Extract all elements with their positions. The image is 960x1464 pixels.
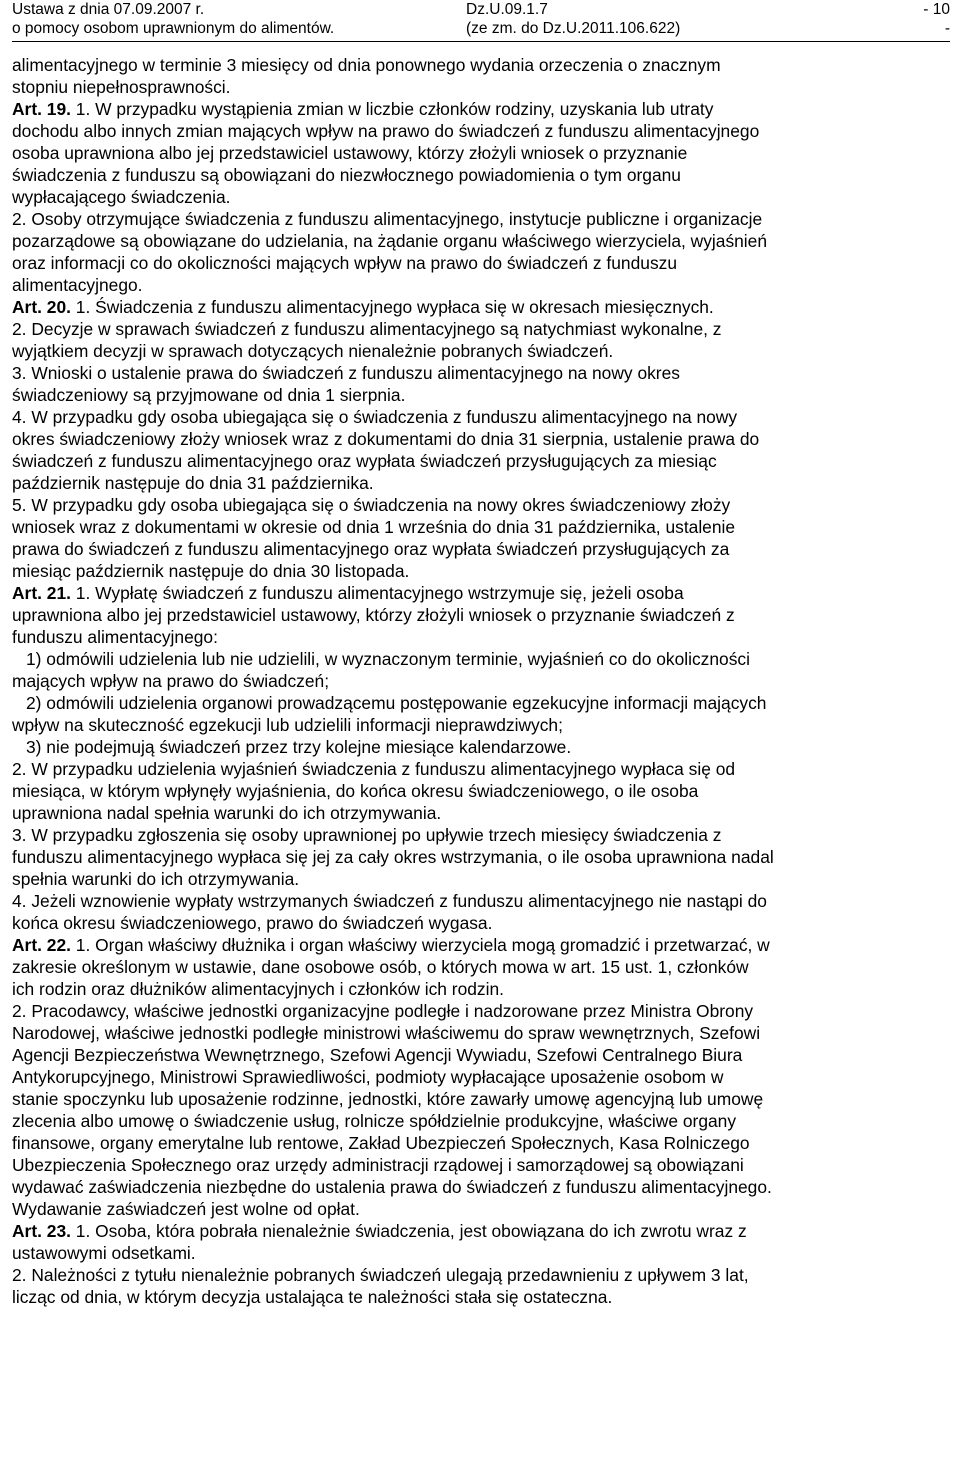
line-text: funduszu alimentacyjnego: — [12, 627, 218, 647]
line-text: Ubezpieczenia Społecznego oraz urzędy administracji rządowej i samorządowej są obowiązani — [12, 1155, 744, 1175]
text-line — [12, 670, 952, 692]
line-text: miesiąc październik następuje do dnia 30 listopada. — [12, 561, 410, 581]
line-text: Narodowej, właściwe jednostki podległe ministrowi właściwemu do spraw wewnętrznych, Szefowi — [12, 1023, 761, 1043]
text-line — [12, 780, 952, 802]
line-text: 2. Pracodawcy, właściwe jednostki organizacyjne podległe i nadzorowane przez Ministra Obrony — [12, 1001, 754, 1021]
text-line — [12, 560, 952, 582]
text-line — [12, 406, 952, 428]
text-line — [12, 54, 952, 76]
article-number: Art. 22. — [12, 935, 71, 955]
line-text: 1. Osoba, która pobrała nienależnie świadczenia, jest obowiązana do ich zwrotu wraz z — [70, 1221, 747, 1241]
text-line — [12, 1242, 952, 1264]
text-line — [12, 736, 952, 758]
line-text: alimentacyjnego w terminie 3 miesięcy od dnia ponownego wydania orzeczenia o znacznym — [12, 55, 721, 75]
line-text: ustawowymi odsetkami. — [12, 1243, 196, 1263]
text-line — [12, 868, 952, 890]
journal-reference: Dz.U.09.1.7 — [466, 1, 548, 18]
text-line — [12, 186, 952, 208]
text-line — [12, 1220, 952, 1242]
line-text: uprawniona nadal spełnia warunki do ich otrzymywania. — [12, 803, 442, 823]
line-text: ich rodzin oraz dłużników alimentacyjnych i członków ich rodzin. — [12, 979, 504, 999]
act-subtitle: o pomocy osobom uprawnionym do alimentów. — [12, 20, 335, 37]
line-text: mających wpływ na prawo do świadczeń; — [12, 671, 330, 691]
line-text: świadczeń z funduszu alimentacyjnego oraz wypłata świadczeń przysługujących za miesiąc — [12, 451, 717, 471]
text-line — [12, 516, 952, 538]
article-number: Art. 20. — [12, 297, 71, 317]
line-text: Agencji Bezpieczeństwa Wewnętrznego, Szefowi Agencji Wywiadu, Szefowi Centralnego Biura — [12, 1045, 743, 1065]
text-line — [12, 1286, 952, 1308]
line-text: 1. Wypłatę świadczeń z funduszu alimentacyjnego wstrzymuje się, jeżeli osoba — [70, 583, 684, 603]
line-text: 1) odmówili udzielenia lub nie udzielili, w wyznaczonym terminie, wyjaśnień co do okoliczności — [26, 649, 750, 669]
text-line — [12, 714, 952, 736]
page-header — [12, 0, 950, 42]
line-text: wypłacającego świadczenia. — [12, 187, 231, 207]
page-number: - 10 — [923, 1, 950, 18]
text-line — [12, 1176, 952, 1198]
line-text: pozarządowe są obowiązane do udzielania, na żądanie organu właściwego wierzyciela, wyjaśnień — [12, 231, 768, 251]
line-text: świadczenia z funduszu są obowiązani do niezwłocznego powiadomienia o tym organu — [12, 165, 681, 185]
text-line — [12, 362, 952, 384]
text-line — [12, 164, 952, 186]
text-line — [12, 604, 952, 626]
text-line — [12, 274, 952, 296]
text-line — [12, 758, 952, 780]
line-text: finansowe, organy emerytalne lub rentowe, Zakład Ubezpieczeń Społecznych, Kasa Rolniczego — [12, 1133, 750, 1153]
line-text: Wydawanie zaświadczeń jest wolne od opłat. — [12, 1199, 360, 1219]
line-text: 4. Jeżeli wznowienie wypłaty wstrzymanych świadczeń z funduszu alimentacyjnego nie nastąpi do — [12, 891, 767, 911]
line-text: funduszu alimentacyjnego wypłaca się jej za cały okres wstrzymania, o ile osoba uprawniona nadal — [12, 847, 774, 867]
text-line — [12, 76, 952, 98]
act-title: Ustawa z dnia 07.09.2007 r. — [12, 1, 205, 18]
line-text: wydawać zaświadczenia niezbędne do ustalenia prawa do świadczeń z funduszu alimentacyjnego. — [12, 1177, 772, 1197]
line-text: 3) nie podejmują świadczeń przez trzy kolejne miesiące kalendarzowe. — [26, 737, 572, 757]
line-text: wyjątkiem decyzji w sprawach dotyczących nienależnie pobranych świadczeń. — [12, 341, 614, 361]
text-line — [12, 1000, 952, 1022]
line-text: zlecenia albo umowę o świadczenie usług, rolnicze spółdzielnie produkcyjne, właściwe organy — [12, 1111, 737, 1131]
text-line — [12, 1088, 952, 1110]
line-text: 3. Wnioski o ustalenie prawa do świadczeń z funduszu alimentacyjnego na nowy okres — [12, 363, 680, 383]
line-text: 5. W przypadku gdy osoba ubiegająca się o świadczenia na nowy okres świadczeniowy złoży — [12, 495, 731, 515]
line-text: osoba uprawniona albo jej przedstawiciel ustawowy, którzy złożyli wniosek o przyznanie — [12, 143, 688, 163]
text-line — [12, 428, 952, 450]
text-line — [12, 978, 952, 1000]
text-line — [12, 1066, 952, 1088]
line-text: oraz informacji co do okoliczności mających wpływ na prawo do świadczeń z funduszu — [12, 253, 678, 273]
line-text: październik następuje do dnia 31 października. — [12, 473, 374, 493]
text-line — [12, 648, 952, 670]
text-line — [12, 230, 952, 252]
text-line — [12, 472, 952, 494]
text-line — [12, 626, 952, 648]
line-text: stanie spoczynku lub uposażenie rodzinne, jednostki, które zawarły umowę agencyjną lub umowę — [12, 1089, 764, 1109]
line-text: 1. Świadczenia z funduszu alimentacyjnego wypłaca się w okresach miesięcznych. — [70, 297, 714, 317]
text-line — [12, 340, 952, 362]
header-middle — [466, 0, 680, 38]
line-text: 4. W przypadku gdy osoba ubiegająca się o świadczenia z funduszu alimentacyjnego na nowy — [12, 407, 738, 427]
text-line — [12, 1022, 952, 1044]
line-text: prawa do świadczeń z funduszu alimentacyjnego oraz wypłata świadczeń przysługujących za — [12, 539, 730, 559]
text-line — [12, 318, 952, 340]
article-number: Art. 19. — [12, 99, 71, 119]
text-line — [12, 692, 952, 714]
line-text: 2. Osoby otrzymujące świadczenia z funduszu alimentacyjnego, instytucje publiczne i organizacje — [12, 209, 763, 229]
text-line — [12, 1110, 952, 1132]
text-line — [12, 956, 952, 978]
line-text: 2. Należności z tytułu nienależnie pobranych świadczeń ulegają przedawnieniu z upływem 3 lat, — [12, 1265, 749, 1285]
page-number-dash: - — [944, 20, 950, 37]
text-line — [12, 582, 952, 604]
line-text: 3. W przypadku zgłoszenia się osoby uprawnionej po upływie trzech miesięcy świadczenia z — [12, 825, 722, 845]
text-line — [12, 120, 952, 142]
line-text: Antykorupcyjnego, Ministrowi Sprawiedliwości, podmioty wypłacające uposażenie osobom w — [12, 1067, 724, 1087]
text-line — [12, 890, 952, 912]
line-text: 2. W przypadku udzielenia wyjaśnień świadczenia z funduszu alimentacyjnego wypłaca się od — [12, 759, 736, 779]
line-text: końca okresu świadczeniowego, prawo do świadczeń wygasa. — [12, 913, 493, 933]
text-line — [12, 450, 952, 472]
text-line — [12, 824, 952, 846]
line-text: 1. W przypadku wystąpienia zmian w liczbie członków rodziny, uzyskania lub utraty — [70, 99, 714, 119]
line-text: licząc od dnia, w którym decyzja ustalająca te należności stała się ostateczna. — [12, 1287, 613, 1307]
line-text: wpływ na skuteczność egzekucji lub udzielili informacji nieprawdziwych; — [12, 715, 563, 735]
line-text: stopniu niepełnosprawności. — [12, 77, 231, 97]
text-line — [12, 1044, 952, 1066]
article-number: Art. 21. — [12, 583, 71, 603]
header-right — [923, 0, 950, 38]
document-body — [12, 54, 952, 1308]
text-line — [12, 1132, 952, 1154]
line-text: zakresie określonym w ustawie, dane osobowe osób, o których mowa w art. 15 ust. 1, członków — [12, 957, 749, 977]
line-text: miesiąca, w którym wpłynęły wyjaśnienia, do końca okresu świadczeniowego, o ile osoba — [12, 781, 699, 801]
text-line — [12, 912, 952, 934]
amendment-reference: (ze zm. do Dz.U.2011.106.622) — [466, 20, 681, 37]
text-line — [12, 538, 952, 560]
line-text: 2. Decyzje w sprawach świadczeń z funduszu alimentacyjnego są natychmiast wykonalne, z — [12, 319, 722, 339]
line-text: 2) odmówili udzielenia organowi prowadzącemu postępowanie egzekucyjne informacji mających — [26, 693, 767, 713]
text-line — [12, 934, 952, 956]
text-line — [12, 252, 952, 274]
header-left — [12, 0, 334, 38]
text-line — [12, 208, 952, 230]
text-line — [12, 384, 952, 406]
line-text: uprawniona albo jej przedstawiciel ustawowy, którzy złożyli wniosek o przyznanie świadczeń z — [12, 605, 735, 625]
text-line — [12, 494, 952, 516]
text-line — [12, 98, 952, 120]
text-line — [12, 1264, 952, 1286]
header-rule — [12, 41, 950, 42]
line-text: dochodu albo innych zmian mających wpływ na prawo do świadczeń z funduszu alimentacyjnego — [12, 121, 760, 141]
text-line — [12, 296, 952, 318]
line-text: świadczeniowy są przyjmowane od dnia 1 sierpnia. — [12, 385, 406, 405]
text-line — [12, 1154, 952, 1176]
line-text: 1. Organ właściwy dłużnika i organ właściwy wierzyciela mogą gromadzić i przetwarzać, w — [70, 935, 770, 955]
line-text: okres świadczeniowy złoży wniosek wraz z dokumentami do dnia 31 sierpnia, ustalenie prawa do — [12, 429, 760, 449]
text-line — [12, 1198, 952, 1220]
line-text: alimentacyjnego. — [12, 275, 143, 295]
line-text: spełnia warunki do ich otrzymywania. — [12, 869, 300, 889]
line-text: wniosek wraz z dokumentami w okresie od dnia 1 września do dnia 31 października, ustalenie — [12, 517, 736, 537]
text-line — [12, 142, 952, 164]
article-number: Art. 23. — [12, 1221, 71, 1241]
text-line — [12, 846, 952, 868]
text-line — [12, 802, 952, 824]
